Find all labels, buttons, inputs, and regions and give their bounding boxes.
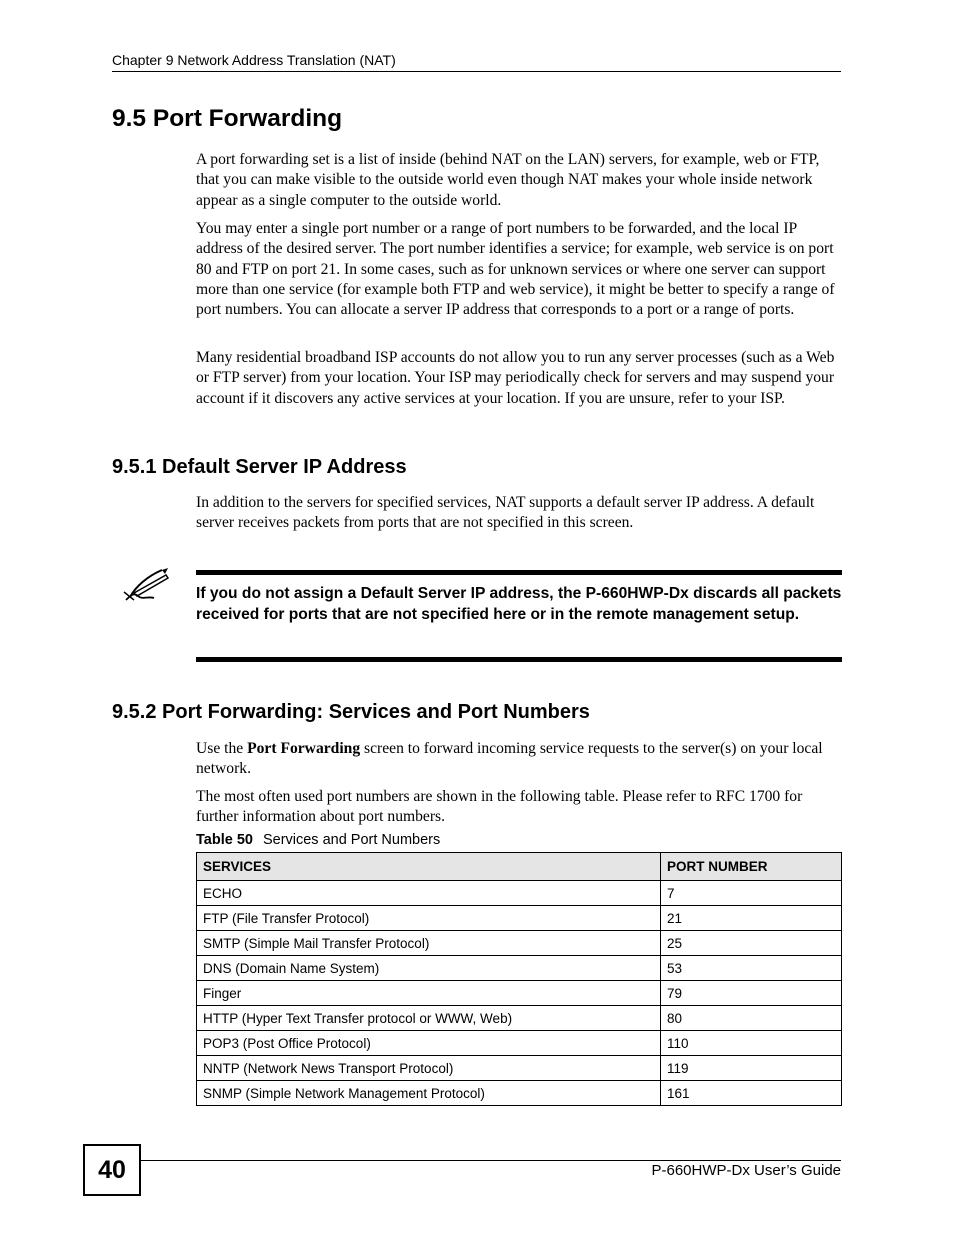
port-forwarding-screen-name: Port Forwarding [247,740,361,757]
table-row [197,956,842,981]
table-row [197,1056,842,1081]
column-header-services: SERVICES [197,853,661,881]
section-title-9-5-2: 9.5.2 Port Forwarding: Services and Port Numbers [112,701,590,723]
paragraph-rfc-1700: The most often used port numbers are shown in the following table. Please refer to RFC 1700 for further information about port numbers. [196,788,803,826]
paragraph-port-range: You may enter a single port number or a range of port numbers to be forwarded, and the local IP address of the desired server. The port number identifies a service; for example, web service is on port 80 and FTP on port 21. In some cases, such as for unknown services or where one server can support more than one service (for example both FTP and web service), it might be better to specify a range of port numbers. You can allocate a server IP address that corresponds to a port or a range of ports. [196,220,835,319]
port-cell: 7 [661,881,842,906]
port-cell: 161 [661,1081,842,1106]
port-cell: 119 [661,1056,842,1081]
service-cell: NNTP (Network News Transport Protocol) [197,1056,661,1081]
table-caption-title: Services and Port Numbers [262,832,441,848]
column-header-port-number: PORT NUMBER [661,853,842,881]
table-row [197,931,842,956]
service-cell: SNMP (Simple Network Management Protocol) [197,1081,661,1106]
note-default-server: If you do not assign a Default Server IP address, the P-660HWP-Dx discards all packets received for ports that are not specified here or in the remote management setup. [196,585,842,623]
port-cell: 25 [661,931,842,956]
service-cell: ECHO [197,881,661,906]
port-cell: 21 [661,906,842,931]
note-top-rule [196,570,842,575]
section-title-9-5: 9.5 Port Forwarding [112,105,343,132]
service-cell: Finger [197,981,661,1006]
table-caption [196,831,440,849]
table-header-row [197,853,842,881]
paragraph-port-forwarding-intro: A port forwarding set is a list of inside (behind NAT on the LAN) servers, for example, web or FTP, that you can make visible to the outside world even though NAT makes your whole inside network appear as a single computer to the outside world. [196,151,820,209]
table-caption-label: Table 50 [196,832,253,848]
table-row [197,1031,842,1056]
paragraph-default-server: In addition to the servers for specified services, NAT supports a default server IP address. A default server receives packets from ports that are not specified in this screen. [196,494,815,532]
note-pen-icon [122,566,174,604]
footer-rule [140,1160,841,1161]
paragraph-isp-warning: Many residential broadband ISP accounts do not allow you to run any server processes (such as a Web or FTP server) from your location. Your ISP may periodically check for servers and may suspend your account if it discovers any active services at your location. If you are unsure, refer to your ISP. [196,349,835,407]
header-rule [112,71,841,72]
note-bottom-rule [196,657,842,662]
port-cell: 110 [661,1031,842,1056]
port-cell: 53 [661,956,842,981]
service-cell: FTP (File Transfer Protocol) [197,906,661,931]
service-cell: SMTP (Simple Mail Transfer Protocol) [197,931,661,956]
service-cell: POP3 (Post Office Protocol) [197,1031,661,1056]
port-cell: 80 [661,1006,842,1031]
table-row [197,906,842,931]
table-row [197,1006,842,1031]
service-cell: HTTP (Hyper Text Transfer protocol or WWW, Web) [197,1006,661,1031]
section-title-9-5-1: 9.5.1 Default Server IP Address [112,456,407,478]
paragraph-use-port-forwarding: Use the Port Forwarding screen to forward incoming service requests to the server(s) on your local network. [196,740,823,778]
table-row [197,881,842,906]
page-number: 40 [83,1144,141,1196]
table-row [197,981,842,1006]
service-cell: DNS (Domain Name System) [197,956,661,981]
table-row [197,1081,842,1106]
services-port-numbers-table [196,852,842,1106]
running-header: Chapter 9 Network Address Translation (NAT) [112,52,396,68]
guide-title: P-660HWP-Dx User’s Guide [651,1162,841,1179]
port-cell: 79 [661,981,842,1006]
